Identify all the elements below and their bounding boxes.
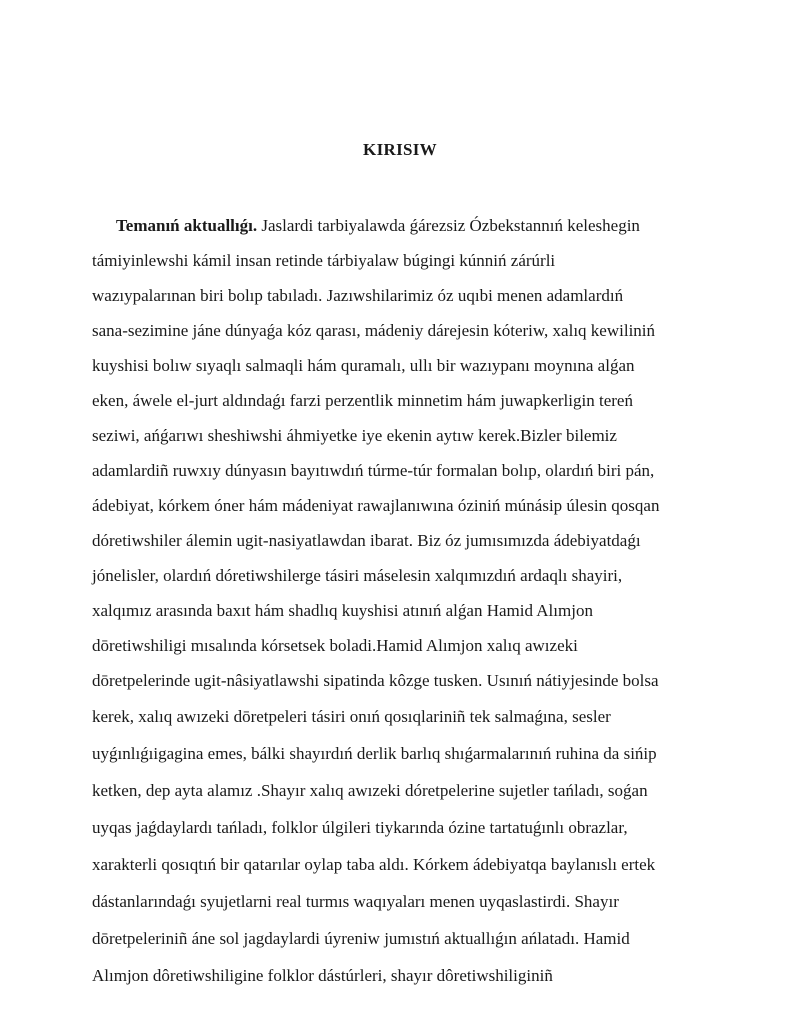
page-title: KIRISIW	[363, 140, 437, 159]
paragraph-line: dōretiwshiligi mısalında kórsetsek boladi.Hamid Alımjon xalıq awızeki	[92, 636, 578, 655]
paragraph-line: ádebiyat, kórkem óner hám mádeniyat rawajlanıwına óziniń múnásip úlesin qosqan	[92, 496, 660, 515]
paragraph-line: sana-sezimine jáne dúnyaǵa kóz qarası, mádeniy dárejesin kóteriw, xalıq kewiliniń	[92, 321, 656, 340]
section-heading: Temanıń aktuallıǵı.	[116, 216, 258, 235]
paragraph-line: Alımjon dôretiwshiligine folklor dástúrleri, shayır dôretiwshiliginiñ	[92, 966, 553, 985]
paragraph-line: dōretpelerinde ugit-nâsiyatlawshi sipatinda kôzge tusken. Usınıń nátiyjesinde bolsa	[92, 671, 659, 690]
paragraph-line: ketken, dep ayta alamız .Shayır xalıq awızeki dóretpelerine sujetler tańladı, soǵan	[92, 781, 648, 800]
paragraph-line-1	[92, 208, 712, 243]
paragraph-line: kerek, xalıq awızeki dōretpeleri tásiri onıń qosıqlariniñ tek salmaǵına, sesler	[92, 707, 611, 726]
paragraph-line: dóretiwshiler álemin ugit-nasiyatlawdan ibarat. Biz óz jumısımızda ádebiyatdaǵı	[92, 531, 641, 550]
paragraph-line-text: Jaslardi tarbiyalawda ǵárezsiz Ózbekstannıń keleshegin	[257, 216, 640, 235]
body-paragraph	[92, 208, 712, 994]
paragraph-line: dōretpeleriniñ áne sol jagdaylardi úyreniw jumıstıń aktuallıǵın ańlatadı. Hamid	[92, 929, 630, 948]
paragraph-line: seziwi, ańǵarıwı sheshiwshi áhmiyetke iye ekenin aytıw kerek.Bizler bilemiz	[92, 426, 617, 445]
paragraph-line: dástanlarındaǵı syujetlarni real turmıs waqıyaları menen uyqaslastirdi. Shayır	[92, 892, 619, 911]
paragraph-line: wazıypalarınan biri bolıp tabıladı. Jazıwshilarimiz óz uqıbi menen adamlardıń	[92, 286, 624, 305]
paragraph-line: jónelisler, olardıń dóretiwshilerge tásiri máselesin xalqımızdıń ardaqlı shayiri,	[92, 566, 623, 585]
paragraph-line: eken, áwele el-jurt aldındaǵı farzi perzentlik minnetim hám juwapkerligin tereń	[92, 391, 633, 410]
paragraph-line: adamlardiñ ruwxıy dúnyasın bayıtıwdıń túrme-túr formalan bolıp, olardıń biri pán,	[92, 461, 655, 480]
paragraph-line: xalqımız arasında baxıt hám shadlıq kuyshisi atınıń alǵan Hamid Alımjon	[92, 601, 593, 620]
paragraph-line: xarakterli qosıqtıń bir qatarılar oylap taba aldı. Kórkem ádebiyatqa baylanıslı ertek	[92, 855, 656, 874]
paragraph-line: uyǵınlıǵıigagina emes, bálki shayırdıń derlik barlıq shıǵarmalarınıń ruhina da sińip	[92, 744, 657, 763]
paragraph-line: támiyinlewshi kámil insan retinde tárbiyalaw búgingi kúnniń zárúrli	[92, 251, 556, 270]
paragraph-line: uyqas jaǵdaylardı tańladı, folklor úlgileri tiykarında ózine tartatuǵınlı obrazlar,	[92, 818, 628, 837]
paragraph-line: kuyshisi bolıw sıyaqlı salmaqli hám quramalı, ullı bir wazıypanı moynına alǵan	[92, 356, 635, 375]
